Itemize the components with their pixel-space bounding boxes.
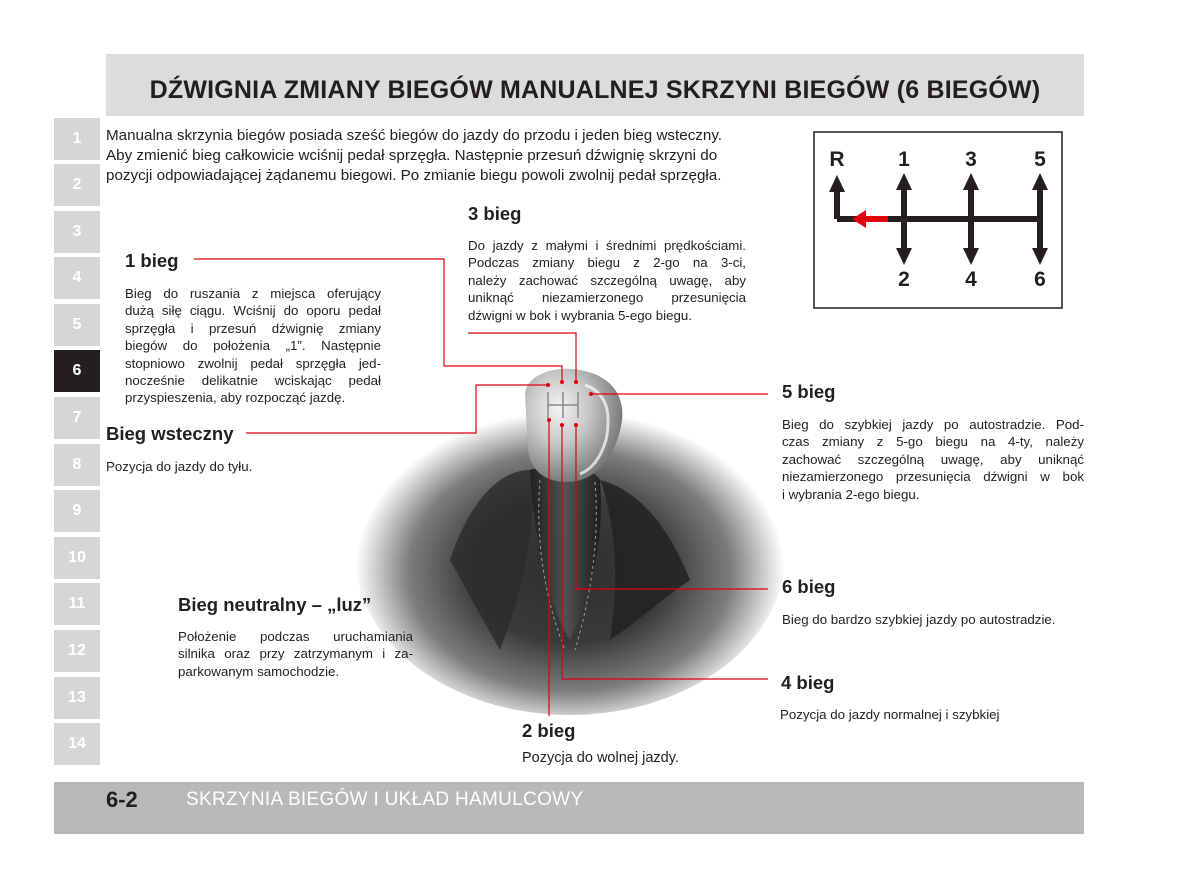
chapter-tab-4[interactable]: 4: [54, 257, 100, 299]
section-body-2-bieg: [522, 750, 762, 767]
body-line: Położenie podczas uruchamiania: [178, 629, 413, 644]
body-line: nocześnie delikatnie wciskając pedał: [125, 373, 381, 389]
section-title-3-bieg: 3 bieg: [468, 203, 522, 224]
section-title-2-bieg: 2 bieg: [522, 720, 576, 741]
shift-label-3: 3: [965, 148, 977, 171]
body-line: Bieg do bardzo szybkiej jazdy po autostradzie.: [782, 612, 1056, 627]
body-line: zachować szczególną uwagę, aby uniknąć: [782, 451, 1084, 467]
shift-label-2: 2: [898, 268, 910, 291]
section-title-5-bieg: 5 bieg: [782, 381, 836, 402]
shift-label-6: 6: [1034, 268, 1046, 291]
chapter-tab-2[interactable]: 2: [54, 164, 100, 206]
chapter-tab-6[interactable]: 6: [54, 350, 100, 392]
chapter-tab-12[interactable]: 12: [54, 630, 100, 672]
body-line: sprzęgła i przesuń dźwignię zmiany: [125, 320, 381, 336]
section-body-bieg-neutralny: [178, 628, 413, 680]
chapter-tab-9[interactable]: 9: [54, 490, 100, 532]
body-line: dużą siłę ciągu. Wciśnij do oporu pedał: [125, 303, 381, 319]
section-body-1-bieg: [125, 285, 381, 407]
body-line: biegów do położenia „1”. Następnie: [125, 338, 381, 354]
chapter-tab-11[interactable]: 11: [54, 583, 100, 625]
body-line: przyspieszenia, aby rozpocząć jazdę.: [125, 390, 346, 406]
chapter-tab-14[interactable]: 14: [54, 723, 100, 765]
intro-line: pozycji odpowiadającej żądanemu biegowi. Po zmianie biegu powoli zwolnij pedał sprzęgła.: [106, 167, 722, 184]
body-line: Podczas zmiany biegu z 2-go na 3-ci,: [468, 255, 746, 271]
chapter-tab-5[interactable]: 5: [54, 304, 100, 346]
section-body-6-bieg: [782, 611, 1084, 628]
section-title-bieg-wsteczny: Bieg wsteczny: [106, 423, 234, 444]
page-number: 6-2: [106, 787, 138, 812]
body-line: stopniowo zwolnij pedał sprzęgła jed-: [125, 355, 381, 371]
body-line: Bieg do ruszania z miejsca oferujący: [125, 286, 381, 301]
body-line: parkowanym samochodzie.: [178, 663, 340, 679]
chapter-tab-13[interactable]: 13: [54, 677, 100, 719]
body-line: uniknąć niezamierzonego przesunięcia: [468, 290, 746, 306]
intro-line: Manualna skrzynia biegów posiada sześć biegów do jazdy do przodu i jeden bieg wsteczny.: [106, 127, 723, 144]
body-line: Do jazdy z małymi i średnimi prędkościami.: [468, 238, 746, 253]
body-line: należy zachować szczególną uwagę, aby: [468, 272, 746, 288]
shift-label-5: 5: [1034, 148, 1046, 171]
chapter-tab-10[interactable]: 10: [54, 537, 100, 579]
chapter-tab-1[interactable]: 1: [54, 118, 100, 160]
body-line: Bieg do szybkiej jazdy po autostradzie. Pod-: [782, 417, 1084, 432]
section-body-3-bieg: [468, 237, 746, 324]
body-line: czas zmiany z 5-go biegu na 4-ty, należy: [782, 434, 1084, 450]
intro-line: Aby zmienić bieg całkowicie wciśnij pedał sprzęgła. Następnie przesuń dźwignię skrzyni do: [106, 147, 718, 164]
body-line: niezamierzonego przesunięcia dźwigni w bok: [782, 469, 1084, 485]
chapter-tab-3[interactable]: 3: [54, 211, 100, 253]
chapter-tab-7[interactable]: 7: [54, 397, 100, 439]
section-title-6-bieg: 6 bieg: [782, 576, 836, 597]
section-title-bieg-neutralny: Bieg neutralny – „luz”: [178, 594, 372, 615]
chapter-tab-8[interactable]: 8: [54, 444, 100, 486]
body-line: silnika oraz przy zatrzymanym i za-: [178, 646, 413, 662]
section-body-5-bieg: [782, 416, 1084, 503]
section-title-1-bieg: 1 bieg: [125, 250, 179, 271]
section-body-bieg-wsteczny: [106, 458, 356, 475]
body-line: dźwigni w bok i wybrania 5-ego biegu.: [468, 307, 692, 323]
body-line: i wybrania 2-ego biegu.: [782, 486, 920, 502]
chapter-title: SKRZYNIA BIEGÓW I UKŁAD HAMULCOWY: [186, 789, 584, 810]
page-title: DŹWIGNIA ZMIANY BIEGÓW MANUALNEJ SKRZYNI BIEGÓW (6 BIEGÓW): [149, 76, 1041, 104]
section-title-4-bieg: 4 bieg: [781, 672, 835, 693]
shift-label-1: 1: [898, 148, 910, 171]
section-body-4-bieg: [780, 706, 1082, 723]
shift-label-4: 4: [965, 268, 977, 291]
body-line: Pozycja do wolnej jazdy.: [522, 750, 679, 766]
shift-label-r: R: [829, 148, 845, 171]
body-line: Pozycja do jazdy do tyłu.: [106, 459, 253, 474]
body-line: Pozycja do jazdy normalnej i szybkiej: [780, 707, 1000, 722]
